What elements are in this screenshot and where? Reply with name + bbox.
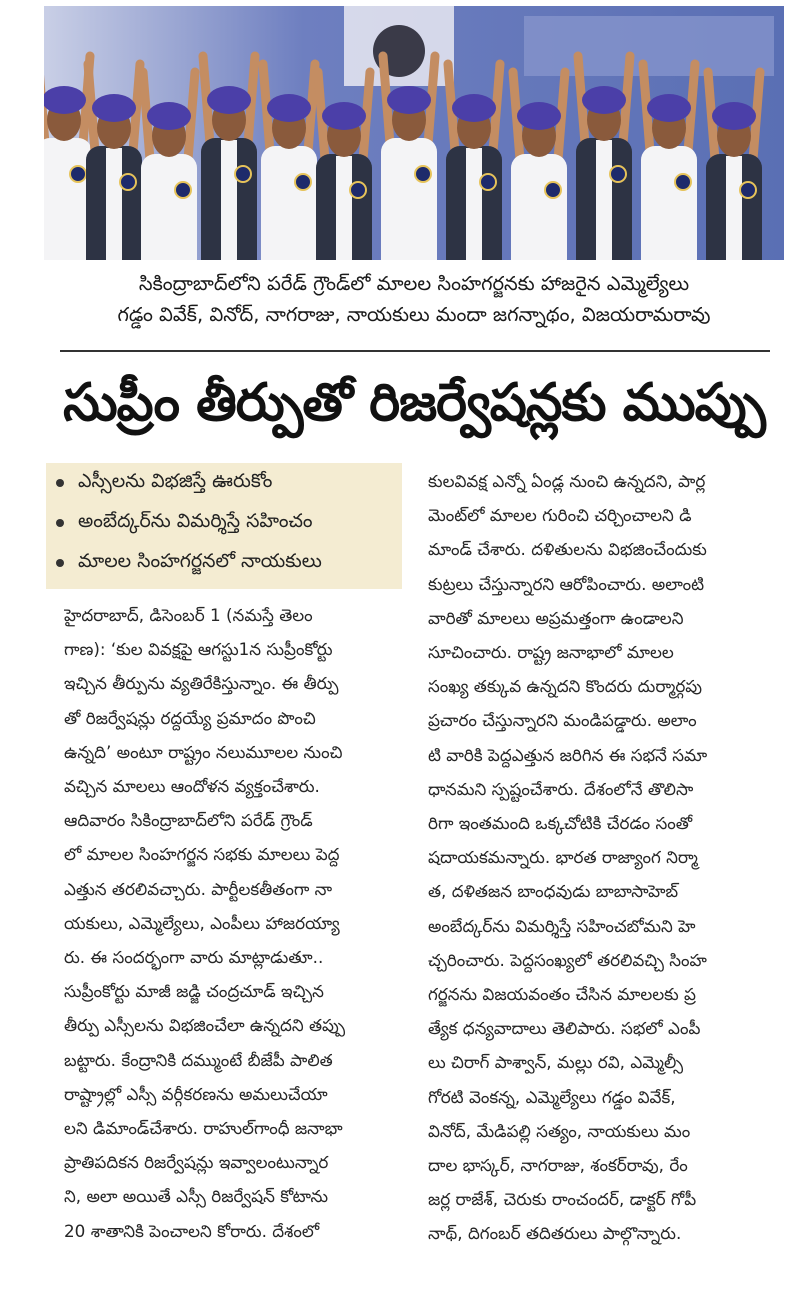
article-line: షదాయకమన్నారు. భారత రాజ్యాంగ నిర్మా [428,847,698,868]
caption-divider [60,350,770,352]
article-line: గర్జనను విజయవంతం చేసిన మాలలకు ప్ర [428,984,696,1005]
headline: సుప్రీం తీర్పుతో రిజర్వేషన్లకు ముప్పు [63,373,765,433]
article-line: చ్చరించారు. పెద్దసంఖ్యలో తరలివచ్చి సింహ [428,949,707,970]
highlight-text: ఎస్సీలను విభజిస్తే ఊరుకోం [78,469,273,492]
article-line: లని డిమాండ్‌చేశారు. రాహుల్‌గాంధీ జనాభా [64,1118,343,1139]
article-line: రాష్ట్రాల్లో ఎస్సీ వర్గీకరణను అమలుచేయా [64,1083,328,1104]
article-line: దాల భాస్కర్, నాగరాజు, శంకర్‌రావు, రేం [428,1155,688,1176]
article-line: ఉన్నది’ అంటూ రాష్ట్రం నలుమూలల నుంచి [64,741,343,762]
article-line: టి వారికి పెద్దఎత్తున జరిగిన ఈ సభనే సమా [428,744,708,765]
person-figure [381,56,437,260]
article-line: త, దళితజన బాంధవుడు బాబాసాహెబ్ [428,881,679,902]
article-line: నాథ్, దిగంబర్ తదితరులు పాల్గొన్నారు. [428,1223,682,1244]
highlight-text: అంబేద్కర్‌ను విమర్శిస్తే సహించం [78,509,313,532]
article-line: లు చిరాగ్ పాశ్వాన్, మల్లు రవి, ఎమ్మెల్సీ [428,1052,684,1073]
bullet-icon [56,559,64,567]
article-line: వచ్చిన మాలలు ఆందోళన వ్యక్తంచేశారు. [64,776,320,797]
article-line: మెంట్‌లో మాలల గురించి చర్చించాలని డి [428,505,692,526]
article-line: గోరటి వెంకన్న, ఎమ్మెల్యేలు గడ్డం వివేక్, [428,1086,676,1107]
article-line: వారితో మాలలు అప్రమత్తంగా ఉండాలని [428,607,684,628]
article-line: త్యేక ధన్యవాదాలు తెలిపారు. సభలో ఎంపీ [428,1018,701,1039]
article-line: ప్రాతిపదికన రిజర్వేషన్లు ఇవ్వాలంటున్నార [64,1152,329,1173]
bullet-icon [56,519,64,527]
article-column-left [64,598,400,1248]
article-line: కుట్రలు చేస్తున్నారని ఆరోపించారు. అలాంటి [428,573,705,594]
article-line: ధానమని స్పష్టంచేశారు. దేశంలోనే తొలిసా [428,778,694,799]
article-line: తో రిజర్వేషన్లు రద్దయ్యే ప్రమాదం పొంచి [64,707,316,728]
article-line: హైదరాబాద్, డిసెంబర్ 1 (నమస్తే తెలం [64,605,313,625]
bullet-icon [56,479,64,487]
article-line: రిగా ఇంతమంది ఒక్కచోటికి చేరడం సంతో [428,813,693,834]
article-line: జర్ల రాజేశ్, చెరుకు రాంచందర్, డాక్టర్ గోపీ [428,1189,697,1210]
article-line: వినోద్, మేడిపల్లి సత్యం, నాయకులు మం [428,1120,691,1141]
highlights-box [46,463,402,589]
article-line: తీర్పు ఎస్సీలను విభజించేలా ఉన్నదని తప్పు [64,1015,346,1036]
highlight-item [46,463,402,503]
rally-crowd-photo-icon [44,6,784,260]
article-line: ఇచ్చిన తీర్పును వ్యతిరేకిస్తున్నాం. ఈ తీర్పు [64,673,339,694]
highlight-item [46,543,402,583]
article-line: సుప్రీంకోర్టు మాజీ జడ్జి చంద్రచూడ్ ఇచ్చిన [64,981,324,1002]
article-line: సంఖ్య తక్కువ ఉన్నదని కొందరు దుర్మార్గపు [428,676,703,697]
article-line: రు. ఈ సందర్భంగా వారు మాట్లాడుతూ.. [64,947,324,968]
article-line: ని, అలా అయితే ఎస్సీ రిజర్వేషన్ కోటాను [64,1186,329,1207]
article-line: లో మాలల సింహగర్జన సభకు మాలలు పెద్ద [64,844,340,865]
article-line: సూచించారు. రాష్ట్ర జనాభాలో మాలల [428,642,674,663]
article-line: 20 శాతానికి పెంచాలని కోరారు. దేశంలో [64,1220,320,1241]
article-line: అంబేద్కర్‌ను విమర్శిస్తే సహించబోమని హె [428,915,696,936]
article-line: బట్టారు. కేంద్రానికి దమ్ముంటే బీజేపీ పాలిత [64,1049,333,1070]
person-figure [576,56,632,260]
article-column-right [428,464,784,1251]
highlight-item [46,503,402,543]
article-line: గాణ): ‘కుల వివక్షపై ఆగస్టు1న సుప్రీంకోర్టు [64,639,333,660]
article-line: ప్రచారం చేస్తున్నారని మండిపడ్డారు. అలాం [428,710,697,731]
caption-line-2: గడ్డం వివేక్, వినోద్, నాగరాజు, నాయకులు మందా జగన్నాథం, విజయరామరావు [117,303,711,326]
person-figure [201,56,257,260]
highlight-text: మాలల సింహగర్జనలో నాయకులు [78,549,322,572]
article-line: యకులు, ఎమ్మెల్యేలు, ఎంపీలు హాజరయ్యా [64,912,340,933]
article-line: మాండ్ చేశారు. దళితులను విభజించేందుకు [428,539,707,560]
news-photo [44,6,784,260]
photo-caption [44,268,784,330]
caption-line-1: సికింద్రాబాద్‌లోని పరేడ్ గ్రౌండ్‌లో మాలల సింహగర్జనకు హాజరైన ఎమ్మెల్యేలు [138,272,690,295]
article-line: ఆదివారం సికింద్రాబాద్‌లోని పరేడ్ గ్రౌండ్ [64,810,313,831]
article-line: ఎత్తున తరలివచ్చారు. పార్టీలకతీతంగా నా [64,878,333,899]
article-line: కులవివక్ష ఎన్నో ఏండ్ల నుంచి ఉన్నదని, పార్ల [428,471,706,491]
